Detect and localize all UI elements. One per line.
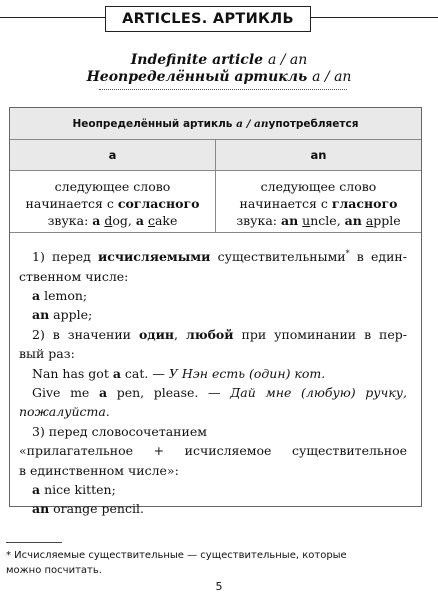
example-word-rest: pple [373,213,401,228]
cell-line: следующее слово [260,179,377,194]
example-article: an [344,213,362,228]
example-text: orange pencil. [49,501,144,517]
example-first-letter: u [302,213,311,228]
rule-text: 1) перед [32,249,98,265]
cell-consonant-rule [10,171,216,232]
example-translation: Дай мне (любую) ручку, [230,385,408,400]
example-text: nice kitten; [40,482,116,498]
footnote-line: * Исчисляемые существительные — существительные, которые [6,550,347,561]
example-article: a [112,365,121,381]
cell-text: звука: [47,213,93,228]
example-line [19,499,407,518]
example-article: a [32,482,41,498]
example-text: Nan has got [32,365,113,381]
example-line [19,480,407,499]
example-line [19,383,407,402]
example-separator: , [127,213,136,228]
cell-line: следующее слово [54,179,171,194]
rule-text: в един- [349,249,407,265]
cell-line [216,195,421,212]
table-heading [10,108,421,140]
rule-keyword: любой [185,326,234,342]
rule-3-phrase: «прилагательное + исчисляемое существительное [19,443,407,459]
title-english [0,52,438,68]
section-header: ARTICLES. АРТИКЛЬ [105,6,311,32]
footnote-rule [6,542,62,543]
rules-table [9,107,422,517]
rule-1-continuation: ственном числе: [19,268,129,284]
rule-2-line [19,325,407,344]
cell-text: начинается с [239,196,332,211]
example-line [19,305,407,324]
title-english-text: Indefinite article [130,52,268,68]
rule-1-line [19,244,407,267]
rule-text: существительными [210,249,346,265]
title-english-articles: a / an [267,52,308,68]
example-first-letter: a [365,213,374,228]
title-russian-articles: a / an [312,69,352,85]
rule-3-line: 3) перед словосочетанием [32,423,207,439]
rule-keyword: исчисляемыми [97,249,211,265]
example-text: Give me [32,385,99,400]
footnote-line: можно посчитать. [6,565,102,576]
table-rule-row [10,171,421,233]
footnote [6,548,426,578]
title-dotted-underline [99,89,347,90]
example-line [19,364,407,383]
column-header-a: a [10,140,216,170]
table-heading-suffix: употребляется [268,117,359,130]
page-number: 5 [215,580,223,593]
example-article: an [281,213,299,228]
column-header-an: an [310,148,327,162]
table-heading-text: Неопределённый артикль [72,117,233,130]
title-russian [0,69,438,85]
rule-text: при упоминании в пер- [233,326,408,342]
table-column-headers [10,140,421,171]
cell-keyword: согласного [117,196,200,211]
rule-keyword: один [138,326,175,342]
example-word-rest: ake [154,213,178,228]
example-line [19,286,407,305]
example-article: a [92,213,101,228]
cell-vowel-rule [216,171,421,232]
example-first-letter: c [147,213,155,228]
footnote-marker: * [345,249,350,258]
example-text: pen, please. — [107,385,231,400]
example-article: an [32,501,50,517]
example-text: cat. — [120,365,169,381]
example-article: a [135,213,144,228]
cell-line [10,195,215,212]
example-first-letter: d [104,213,113,228]
title-russian-text: Неопределённый артикль [86,69,313,85]
example-word-rest: ncle [310,213,337,228]
rule-2-continuation: вый раз: [19,346,75,362]
cell-text: начинается с [25,196,118,211]
example-word-rest: og [112,213,128,228]
cell-keyword: гласного [331,196,398,211]
rule-text: 2) в значении [32,326,139,342]
example-text: lemon; [40,287,88,303]
cell-line [10,212,215,229]
example-text: apple; [49,307,93,323]
example-article: an [32,307,50,323]
rule-3-continuation: в единственном числе»: [19,462,179,478]
cell-line [216,212,421,229]
example-article: a [32,287,41,303]
table-heading-articles: a / an [236,117,269,130]
rules-body [10,244,421,519]
example-translation: У Нэн есть (один) кот. [168,365,326,381]
example-article: a [98,385,108,400]
example-separator: , [336,213,345,228]
example-translation-continuation: пожалуйста. [19,404,110,420]
cell-text: звука: [236,213,281,228]
rule-text: , [174,326,186,342]
